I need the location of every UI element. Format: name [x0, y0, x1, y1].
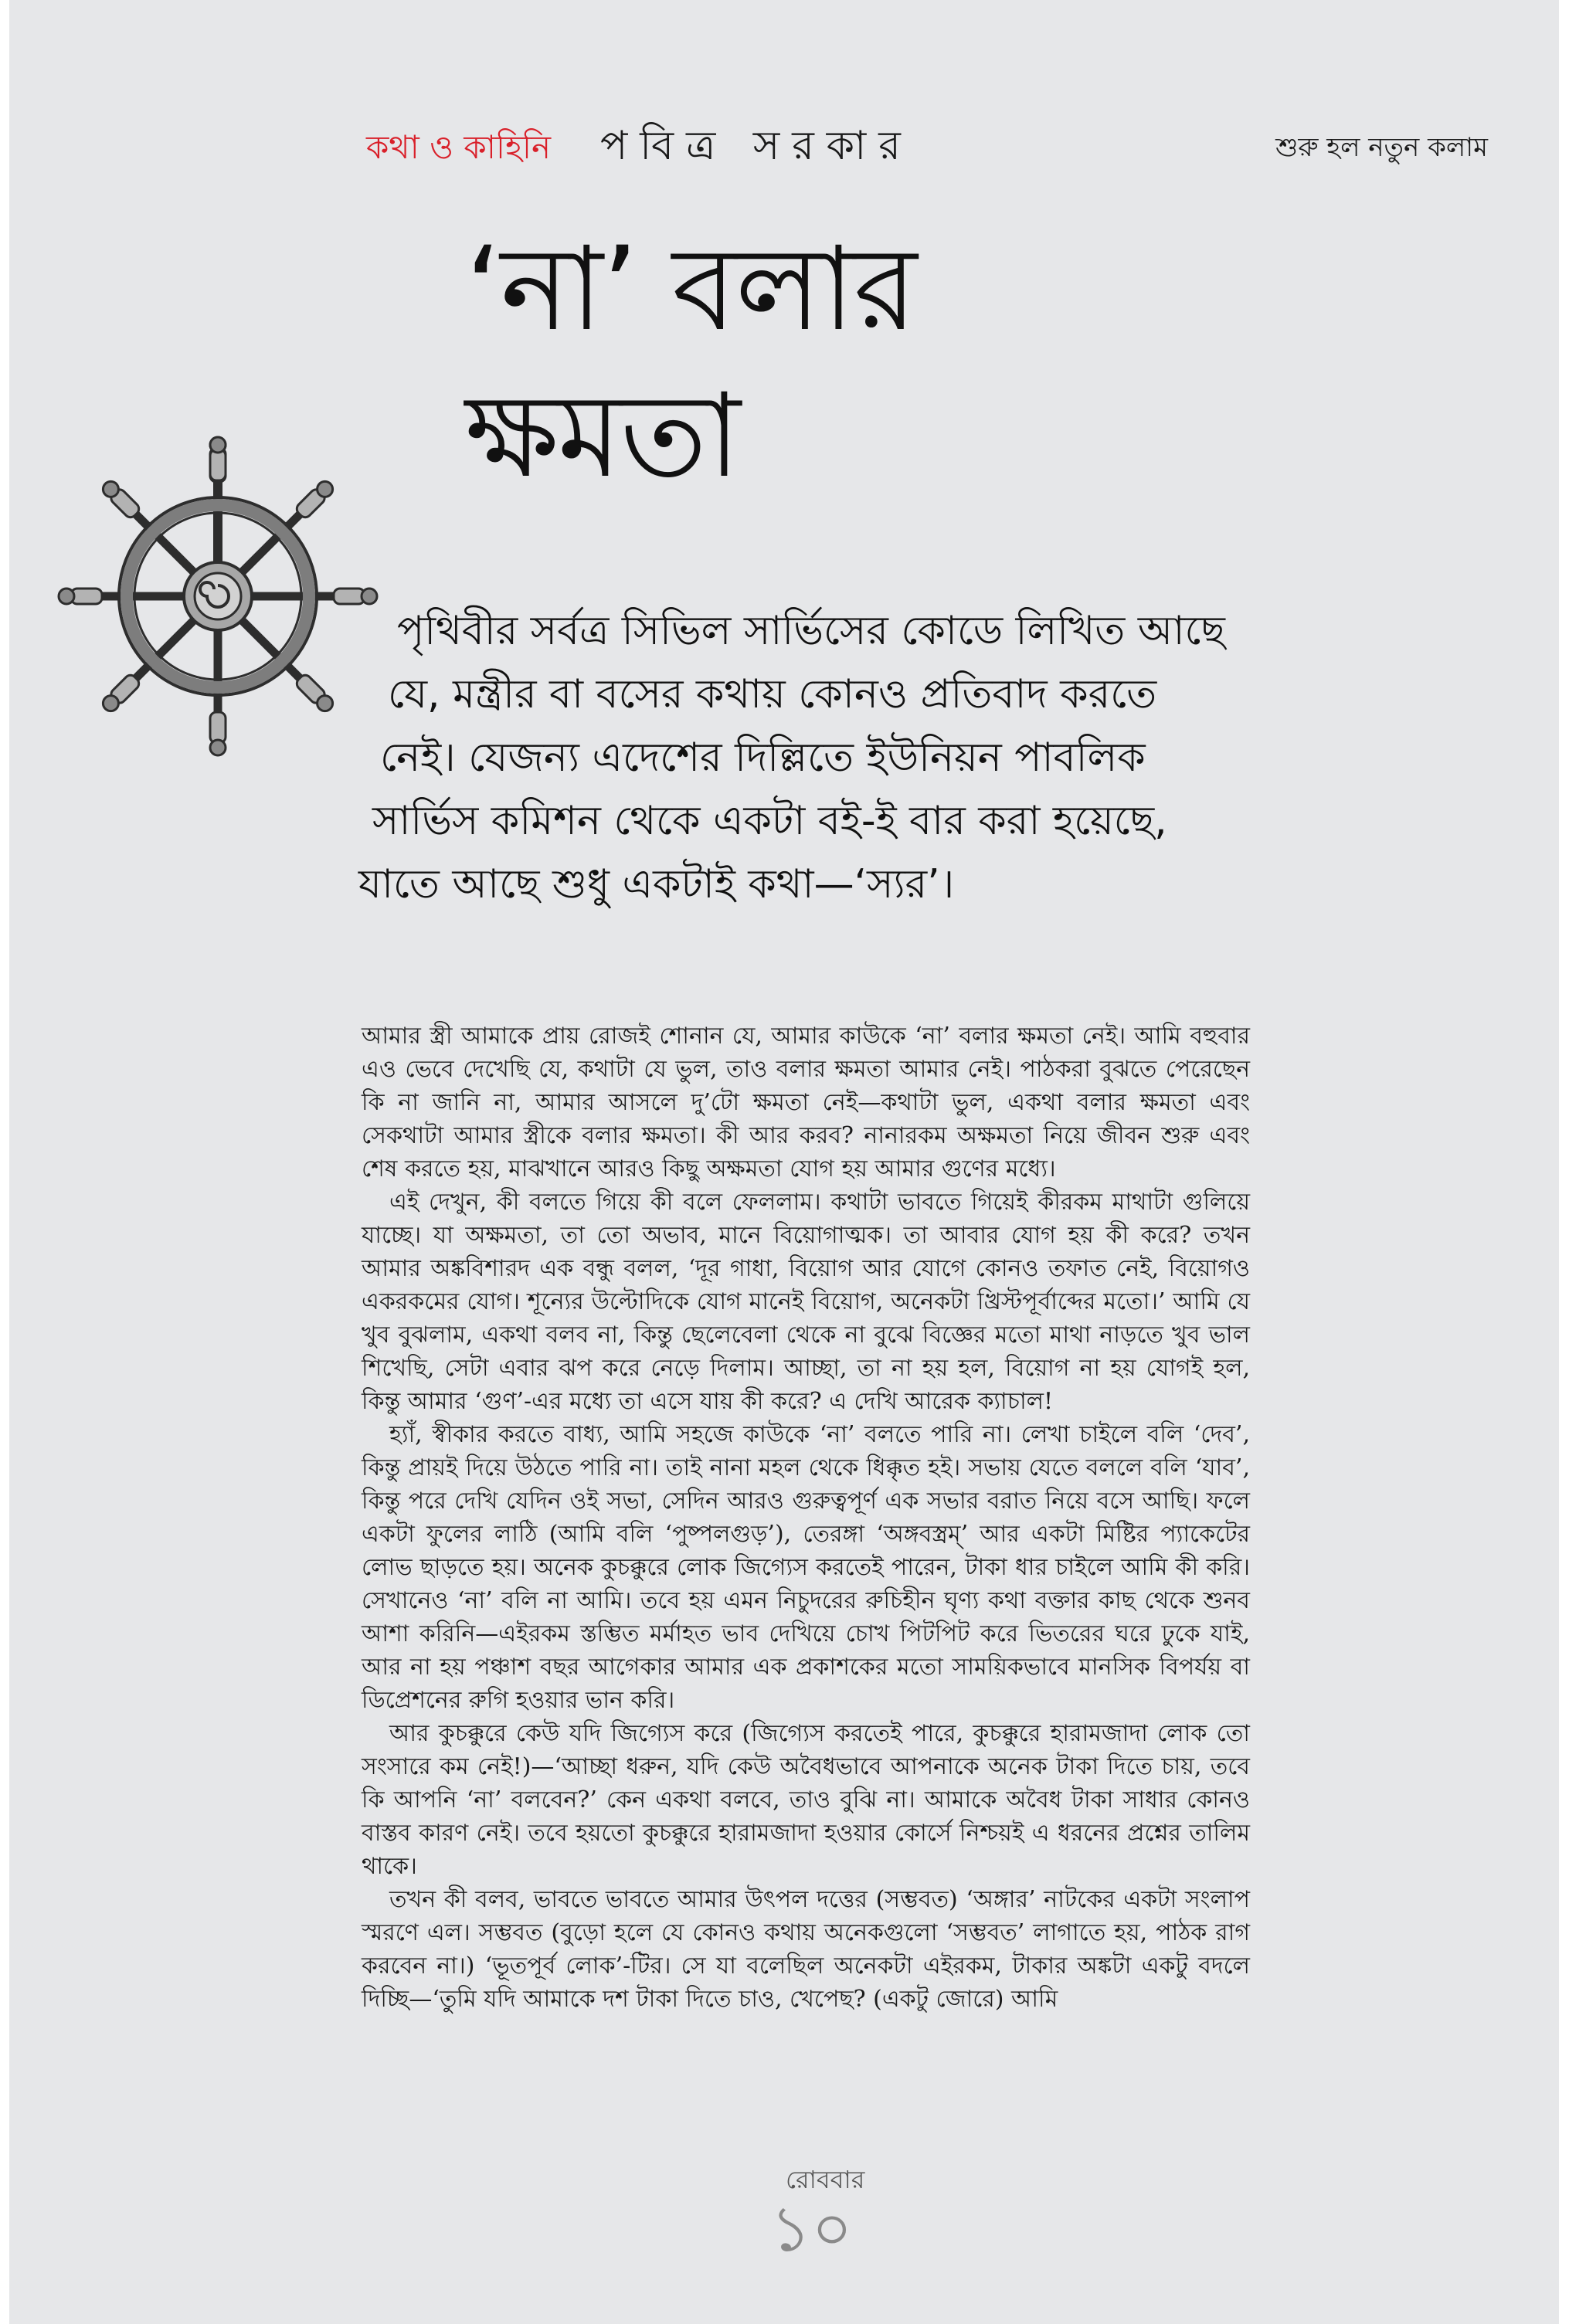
title-line-1: ‘না’ বলার: [465, 222, 916, 357]
ship-wheel-icon: [56, 434, 380, 758]
intro-line: নেই। যেজন্য এদেশের দিল্লিতে ইউনিয়ন পাবলিক: [380, 735, 1146, 781]
page-number: ১০: [770, 2193, 853, 2266]
body-paragraph: তখন কী বলব, ভাবতে ভাবতে আমার উৎপল দত্তের (সম্ভবত) ‘অঙ্গার’ নাটকের একটা সংলাপ স্মরণে এল। সম্ভবত (বুড়ো হলে যে কোনও কথায় অনেকগুলো ‘সম্ভবত’ লাগাতে হয়, পাঠক রাগ করবেন না।) ‘ভূতপূর্ব লোক’-টির। সে যা বলেছিল অনেকটা এইরকম, টাকার অঙ্কটা একটু বদলে দিচ্ছি—‘তুমি যদি আমাকে দশ টাকা দিতে চাও, খেপেছ? (একটু জোরে) আমি: [362, 1886, 1250, 2013]
footer-day-label: রোববার: [786, 2165, 865, 2194]
intro-line: যাতে আছে শুধু একটাই কথা—‘স্যর’।: [358, 861, 955, 908]
intro-line: সার্ভিস কমিশন থেকে একটা বই-ই বার করা হয়েছে,: [372, 798, 1167, 844]
author-name: পবিত্র সরকার: [600, 123, 913, 169]
body-paragraph: হ্যাঁ, স্বীকার করতে বাধ্য, আমি সহজে কাউকে ‘না’ বলতে পারি না। লেখা চাইলে বলি ‘দেব’, কিন্তু প্রায়ই দিয়ে উঠতে পারি না। তাই নানা মহল থেকে ধিক্কৃত হই। সভায় যেতে বললে বলি ‘যাব’, কিন্তু পরে দেখি যেদিন ওই সভা, সেদিন আরও গুরুত্বপূর্ণ এক সভার বরাত নিয়ে বসে আছি। ফলে একটা ফুলের লাঠি (আমি বলি ‘পুষ্পলগুড়’), তেরঙ্গা ‘অঙ্গবস্ত্রম্’ আর একটা মিষ্টির প্যাকেটের লোভ ছাড়তে হয়। অনেক কুচক্কুরে লোক জিগ্যেস করতেই পারেন, টাকা ধার চাইলে আমি কী করি। সেখানেও ‘না’ বলি না আমি। তবে হয় এমন নিচুদরের রুচিহীন ঘৃণ্য কথা বক্তার কাছ থেকে শুনব আশা করিনি—এইরকম স্তম্ভিত মর্মাহত ভাব দেখিয়ে চোখ পিটপিট করে ভিতরের ঘরে ঢুকে যাই, আর না হয় পঞ্চাশ বছর আগেকার আমার এক প্রকাশকের মতো সাময়িকভাবে মানসিক বিপর্যয় বা ডিপ্রেশনের রুগি হওয়ার ভান করি।: [362, 1421, 1250, 1714]
title-line-2: ক্ষমতা: [465, 369, 739, 504]
series-tagline: শুরু হল নতুন কলাম: [1275, 132, 1488, 163]
body-paragraph: আর কুচক্কুরে কেউ যদি জিগ্যেস করে (জিগ্যেস করতেই পারে, কুচক্কুরে হারামজাদা লোক তো সংসারে কম নেই!)—‘আচ্ছা ধরুন, যদি কেউ অবৈধভাবে আপনাকে অনেক টাকা দিতে চায়, তবে কি আপনি ‘না’ বলবেন?’ কেন একথা বলবে, তাও বুঝি না। আমাকে অবৈধ টাকা সাধার কোনও বাস্তব কারণ নেই। তবে হয়তো কুচক্কুরে হারামজাদা হওয়ার কোর্সে নিশ্চয়ই এ ধরনের প্রশ্নের তালিম থাকে।: [362, 1720, 1250, 1880]
article-body: [362, 1020, 1250, 2016]
article-title: [465, 222, 916, 504]
body-paragraph: আমার স্ত্রী আমাকে প্রায় রোজই শোনান যে, আমার কাউকে ‘না’ বলার ক্ষমতা নেই। আমি বহুবার এও ভেবে দেখেছি যে, কথাটা যে ভুল, তাও বলার ক্ষমতা আমার নেই। পাঠকরা বুঝতে পেরেছেন কি না জানি না, আমার আসলে দু’টো ক্ষমতা নেই—কথাটা ভুল, একথা বলার ক্ষমতা এবং সেকথাটা আমার স্ত্রীকে বলার ক্ষমতা। কী আর করব? নানারকম অক্ষমতা নিয়ে জীবন শুরু এবং শেষ করতে হয়, মাঝখানে আরও কিছু অক্ষমতা যোগ হয় আমার গুণের মধ্যে।: [362, 1023, 1250, 1182]
body-paragraph: এই দেখুন, কী বলতে গিয়ে কী বলে ফেললাম। কথাটা ভাবতে গিয়েই কীরকম মাথাটা গুলিয়ে যাচ্ছে। যা অক্ষমতা, তা তো অভাব, মানে বিয়োগাত্মক। তা আবার যোগ হয় কী করে? তখন আমার অঙ্কবিশারদ এক বন্ধু বলল, ‘দূর গাধা, বিয়োগ আর যোগে কোনও তফাত নেই, বিয়োগও একরকমের যোগ। শূন্যের উল্টোদিকে যোগ মানেই বিয়োগ, অনেকটা খ্রিস্টপূর্বাব্দের মতো।’ আমি যে খুব বুঝলাম, একথা বলব না, কিন্তু ছেলেবেলা থেকে না বুঝে বিজ্ঞের মতো মাথা নাড়তে খুব ভাল শিখেছি, সেটা এবার ঝপ করে নেড়ে দিলাম। আচ্ছা, তা না হয় হল, বিয়োগ না হয় যোগই হল, কিন্তু আমার ‘গুণ’-এর মধ্যে তা এসে যায় কী করে? এ দেখি আরেক ক্যাচাল!: [362, 1189, 1250, 1415]
section-label: কথা ও কাহিনি: [366, 128, 552, 166]
intro-line: পৃথিবীর সর্বত্র সিভিল সার্ভিসের কোডে লিখিত আছে: [397, 608, 1225, 654]
intro-line: যে, মন্ত্রীর বা বসের কথায় কোনও প্রতিবাদ করতে: [388, 671, 1157, 718]
magazine-page: [9, 0, 1559, 2324]
